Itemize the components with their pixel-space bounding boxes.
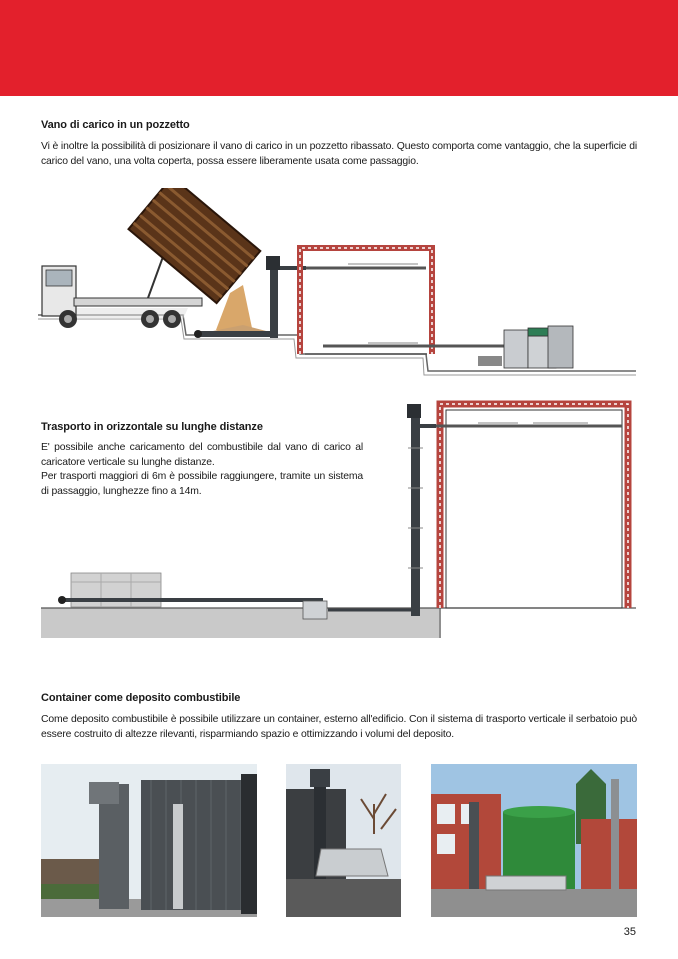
truck-loading-pit-diagram (38, 188, 638, 378)
photo-container-silo (41, 764, 257, 917)
vertical-loader (407, 404, 436, 616)
room-conveyor (436, 423, 622, 426)
ground (41, 608, 636, 638)
section3-body: Come deposito combustibile è possibile utilizzare un container, esterno all'edificio. Con il sistema di trasporto verticale il serbatoio può essere costruito di altezze rilevanti, risparmiando spazio e ottimizzando i volumi del deposito. (41, 714, 637, 740)
section2-title: Trasporto in orizzontale su lunghe distanze (41, 421, 263, 433)
section1-title: Vano di carico in un pozzetto (41, 119, 190, 131)
page-number: 35 (623, 926, 636, 938)
header-band (0, 0, 678, 96)
section2-body: E' possibile anche caricamento del combustibile dal vano di carico al caricatore verticale su lunghe distanze. Per trasporti maggiori di 6m è possibile raggiungere, tramite un sistema di passaggio, lunghezze fino a 14m. (41, 442, 363, 497)
room-conveyors (306, 264, 508, 346)
tipping-container (128, 188, 260, 303)
section3-title: Container come deposito combustibile (41, 692, 241, 704)
horizontal-transport-diagram (38, 398, 638, 642)
storage-room-walls (440, 404, 628, 608)
pit-screw-conveyor (194, 330, 274, 338)
section1-body: Vi è inoltre la possibilità di posizionare il vano di carico in un pozzetto ribassato. Questo comporta come vantaggio, che la superficie di carico del vano, una volta coperta, possa essere liberamente usata come passaggio. (41, 141, 637, 167)
photo-outdoor-loader (286, 764, 401, 917)
photo-green-tank (431, 764, 637, 917)
